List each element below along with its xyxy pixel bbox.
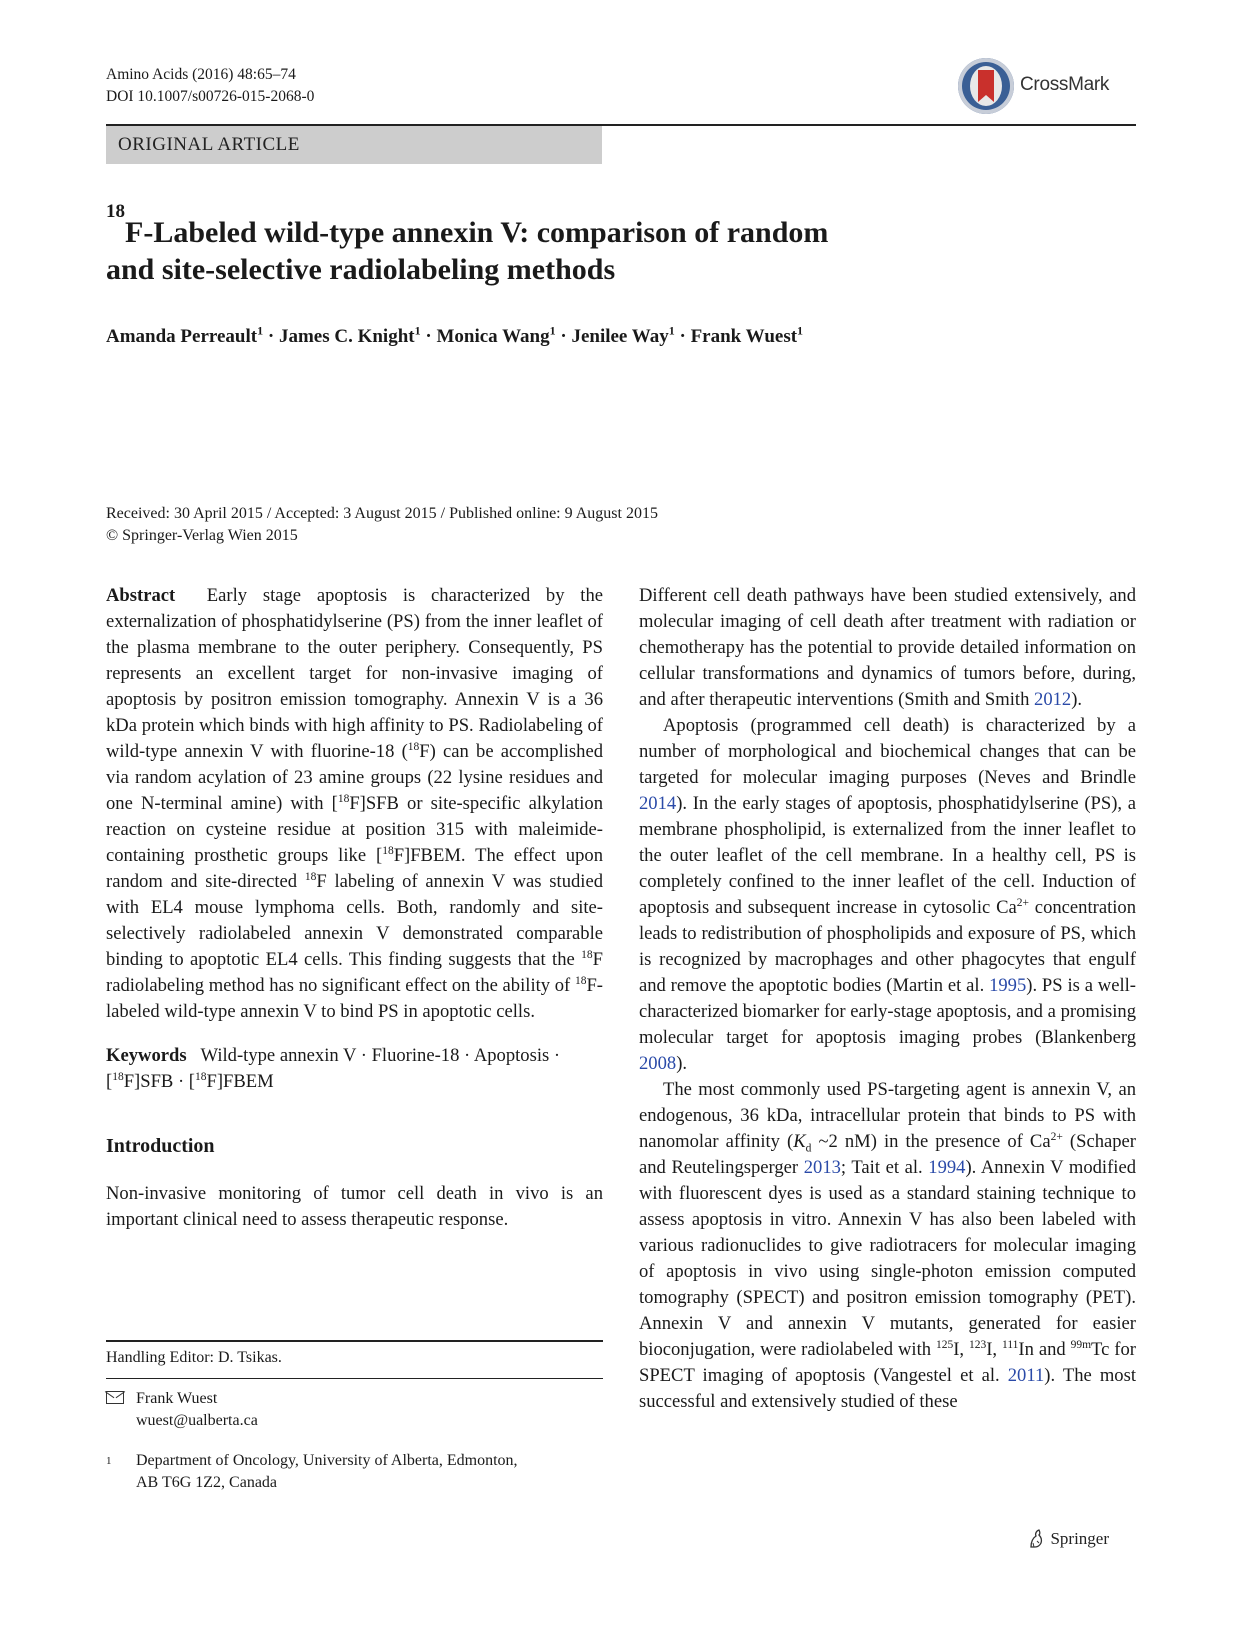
publisher-name: Springer — [1050, 1529, 1109, 1548]
abstract-text: F labeling of annexin V was studied with EL4 mouse lymphoma cells. Both, randomly and site-selectively radiolabeled annexin V demonstrated comparable binding to apoptotic EL4 cells. This finding suggests that the — [106, 871, 604, 970]
body-text: Apoptosis (programmed cell death) is characterized by a number of morphological and biochemical changes that can be targeted for molecular imaging purposes (Neves and Brindle — [639, 715, 1136, 788]
title-line1: F-Labeled wild-type annexin V: comparison of random — [125, 216, 829, 249]
body-text: In and — [1018, 1339, 1071, 1360]
copyright-line: © Springer-Verlag Wien 2015 — [106, 527, 298, 544]
corresponding-author — [106, 1388, 258, 1432]
subscript: d — [805, 1142, 812, 1155]
author-name[interactable]: Jenilee Way — [571, 326, 669, 347]
affiliation-number: 1 — [106, 1455, 112, 1467]
citation-link[interactable]: 1994 — [928, 1157, 966, 1178]
keywords-label: Keywords — [106, 1045, 187, 1066]
keywords-text: Wild-type annexin V · Fluorine-18 · Apoptosis · [ — [106, 1045, 561, 1092]
author-affiliation: 1 — [797, 323, 804, 338]
body-text: I, — [986, 1339, 1002, 1360]
abstract-label: Abstract — [106, 585, 176, 606]
affiliation-line: AB T6G 1Z2, Canada — [136, 1474, 278, 1491]
superscript: 99m — [1070, 1338, 1092, 1351]
body-paragraph — [639, 1077, 1136, 1415]
keywords-text: F]SFB · [ — [123, 1071, 196, 1092]
superscript: 125 — [935, 1338, 954, 1351]
citation-link[interactable]: 2011 — [1007, 1365, 1045, 1386]
superscript: 2+ — [1016, 896, 1029, 909]
journal-citation: Amino Acids (2016) 48:65–74 — [106, 66, 296, 83]
author-name[interactable]: Monica Wang — [436, 326, 550, 347]
keywords-text: F]FBEM — [206, 1071, 274, 1092]
superscript: 18 — [112, 1070, 124, 1083]
affiliation-line: Department of Oncology, University of Alberta, Edmonton, — [136, 1452, 518, 1469]
body-text: ). In the early stages of apoptosis, phosphatidylserine (PS), a membrane phospholipid, is externalized from the inner leaflet to the outer leaflet of the cell membrane. In a healthy cell, PS is completely confined to the inner leaflet of the cell. Induction of apoptosis and subsequent increase in cytosolic Ca — [639, 793, 1136, 918]
introduction-paragraph: Non-invasive monitoring of tumor cell death in vivo is an important clinical need to assess therapeutic response. — [106, 1183, 603, 1230]
abstract — [106, 583, 603, 1025]
publisher-logo — [1028, 1529, 1109, 1549]
body-paragraph — [639, 713, 1136, 1077]
publication-dates — [106, 503, 658, 547]
affiliation — [106, 1450, 518, 1494]
author-list: Amanda Perreault$^1$ · James C. Knight$^1$ · Monica Wang$^1$ · Jenilee Way$^1$ · Frank Wuest$^1$ — [106, 323, 804, 347]
contact-email[interactable]: wuest@ualberta.ca — [136, 1412, 258, 1429]
body-text: ; Tait et al. — [840, 1157, 929, 1178]
title-superscript: 18 — [106, 201, 125, 222]
left-column — [106, 583, 603, 1233]
dates-line: Received: 30 April 2015 / Accepted: 3 August 2015 / Published online: 9 August 2015 — [106, 505, 658, 522]
crossmark-label: CrossMark — [1020, 74, 1110, 95]
citation-link[interactable]: 2012 — [1034, 689, 1072, 710]
article-title — [106, 201, 1006, 288]
superscript: 18 — [382, 844, 394, 857]
superscript: 18 — [304, 870, 317, 883]
author-affiliation: 1 — [414, 323, 421, 338]
footnote-rule — [106, 1378, 603, 1379]
body-text: ). The most successful and extensively studied of these — [639, 1365, 1137, 1412]
abstract-text: Early stage apoptosis is characterized by the externalization of phosphatidylserine (PS) from the inner leaflet of the plasma membrane to the outer periphery. Consequently, PS represents an excellent target for non-invasive imaging of apoptosis by positron emission tomography. Annexin V is a 36 kDa protein which binds with high affinity to PS. Radiolabeling of wild-type annexin V with fluorine-18 ( — [106, 585, 603, 762]
crossmark-icon — [958, 58, 1014, 114]
footnote-rule — [106, 1340, 603, 1342]
crossmark-badge[interactable] — [958, 58, 1110, 116]
author-affiliation: 1 — [668, 323, 675, 338]
body-text: ). Annexin V modified with fluorescent dyes is used as a standard staining technique to assess apoptosis in vitro. Annexin V has also been labeled with various radionuclides to give radiotracers for molecular imaging of apoptosis in vivo using single-photon emission computed tomography (SPECT) and positron emission tomography (PET). Annexin V and annexin V mutants, generated for easier bioconjugation, were radiolabeled with — [639, 1157, 1136, 1360]
doi[interactable]: DOI 10.1007/s00726-015-2068-0 — [106, 88, 315, 105]
superscript: 18 — [407, 740, 420, 753]
citation-link[interactable]: 1995 — [989, 975, 1027, 996]
article-type-banner: ORIGINAL ARTICLE — [106, 126, 602, 164]
keywords — [106, 1043, 603, 1095]
title-line2: and site-selective radiolabeling methods — [106, 253, 616, 286]
superscript: 18 — [195, 1070, 207, 1083]
superscript: 18 — [581, 948, 593, 961]
body-text: The most commonly used PS-targeting agent is annexin V, an endogenous, 36 kDa, intracellular protein that binds to PS with nanomolar affinity ( — [639, 1079, 1136, 1152]
superscript: 18 — [337, 792, 350, 805]
abstract-text: F]FBEM. The effect upon random and site-directed — [106, 845, 603, 892]
abstract-text: F) can be accomplished via random acylation of 23 amine groups (22 lysine residues and one N-terminal amine) with [ — [106, 741, 603, 814]
right-column — [639, 583, 1136, 1415]
abstract-text: F radiolabeling method has no significant effect on the ability of — [106, 949, 603, 996]
abstract-text: F-labeled wild-type annexin V to bind PS in apoptotic cells. — [106, 975, 603, 1022]
superscript: 123 — [968, 1338, 987, 1351]
envelope-icon — [106, 1391, 124, 1404]
author-affiliation: 1 — [257, 323, 264, 338]
citation-link[interactable]: 2014 — [639, 793, 677, 814]
introduction-heading: Introduction — [106, 1135, 215, 1157]
body-text: ). PS is a well-characterized biomarker for early-stage apoptosis, and a promising molecular target for apoptosis imaging probes (Blankenberg — [639, 975, 1136, 1048]
kd-symbol: K — [793, 1131, 806, 1152]
superscript: 111 — [1002, 1338, 1019, 1351]
author-name[interactable]: James C. Knight — [278, 326, 415, 347]
body-text: concentration leads to redistribution of phospholipids and exposure of PS, which is recognized by macrophages and other phagocytes that engulf and remove the apoptotic bodies (Martin et al. — [639, 897, 1136, 996]
body-text: Tc for SPECT imaging of apoptosis (Vangestel et al. — [639, 1339, 1136, 1386]
body-text: (Schaper and Reutelingsperger — [639, 1131, 1136, 1178]
springer-horse-icon — [1028, 1529, 1044, 1549]
abstract-text: F]SFB or site-specific alkylation reaction on cysteine residue at position 315 with maleimide-containing prosthetic groups like [ — [106, 793, 603, 866]
body-text: ~2 nM) in the presence of Ca — [811, 1131, 1051, 1152]
superscript: 18 — [574, 974, 587, 987]
body-text: I, — [953, 1339, 969, 1360]
author-affiliation: 1 — [549, 323, 556, 338]
superscript: 2+ — [1050, 1130, 1063, 1143]
author-name[interactable]: Frank Wuest — [690, 326, 798, 347]
handling-editor: Handling Editor: D. Tsikas. — [106, 1349, 282, 1366]
contact-name: Frank Wuest — [136, 1390, 218, 1407]
citation-link[interactable]: 2013 — [803, 1157, 841, 1178]
body-text: ). — [1071, 689, 1083, 710]
body-paragraph — [639, 583, 1136, 713]
citation-link[interactable]: 2008 — [639, 1053, 677, 1074]
body-text: ). — [676, 1053, 688, 1074]
author-name[interactable]: Amanda Perreault — [106, 326, 258, 347]
body-text: Different cell death pathways have been studied extensively, and molecular imaging of cell death after treatment with radiation or chemotherapy has the potential to provide detailed information on cellular transformations and dynamics of tumors before, during, and after therapeutic interventions (Smith and Smith — [639, 585, 1136, 710]
